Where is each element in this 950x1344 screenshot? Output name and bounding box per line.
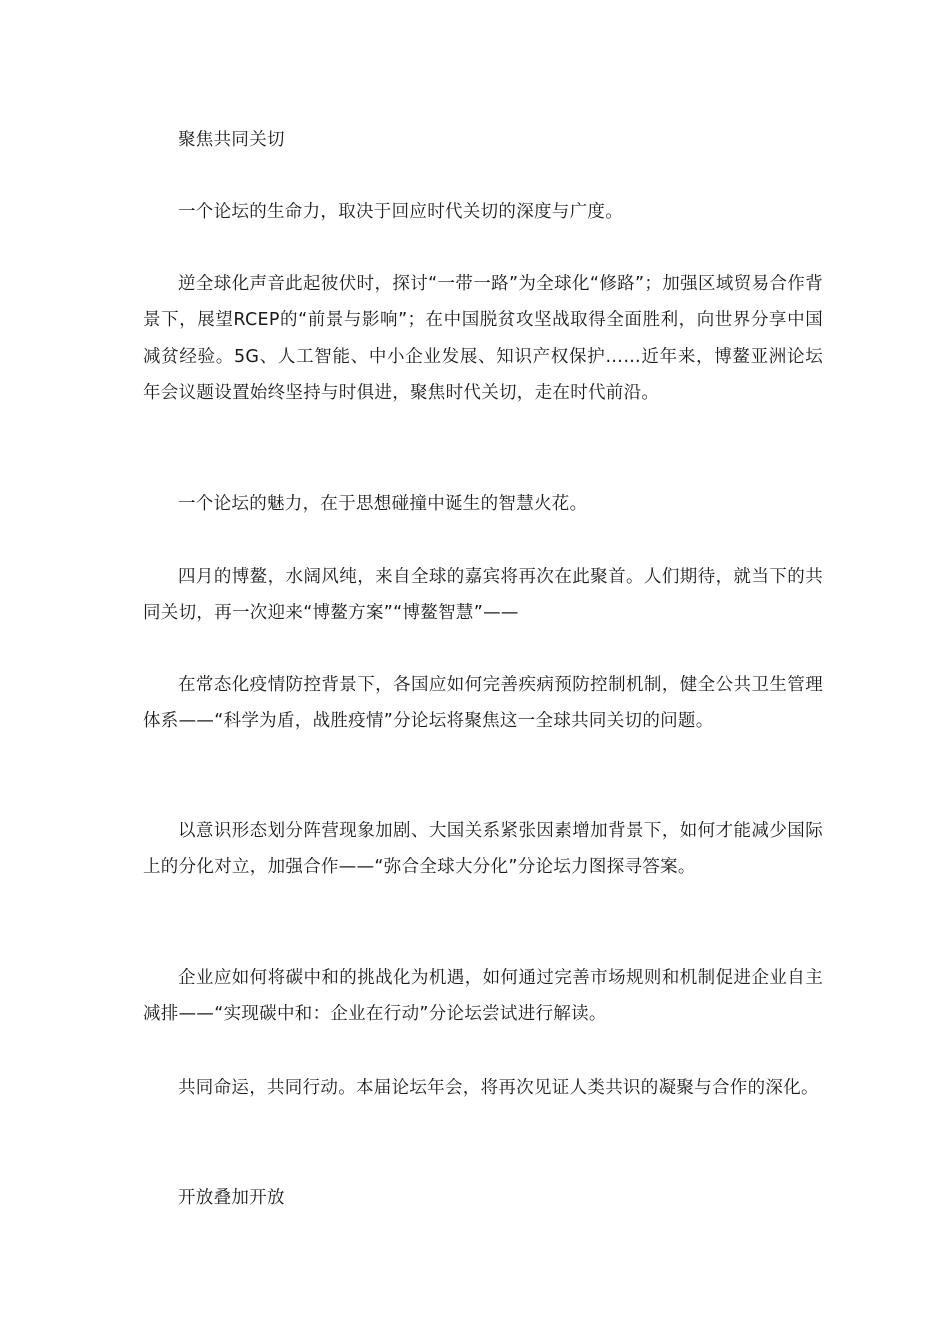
paragraph-carbon-neutral-forum: 企业应如何将碳中和的挑战化为机遇，如何通过完善市场规则和机制促进企业自主减排——“实现碳中和：企业在行动”分论坛尝试进行解读。	[143, 968, 823, 1025]
paragraph-forum-vitality: 一个论坛的生命力，取决于回应时代关切的深度与广度。	[178, 202, 623, 222]
section-heading-openness: 开放叠加开放	[178, 1188, 285, 1208]
paragraph-forum-charm: 一个论坛的魅力，在于思想碰撞中诞生的智慧火花。	[178, 494, 588, 514]
paragraph-april-boao: 四月的博鳌，水阔风纯，来自全球的嘉宾将再次在此聚首。人们期待，就当下的共同关切，再一次迎来“博鳌方案”“博鳌智慧”——	[143, 567, 823, 624]
paragraph-epidemic-forum: 在常态化疫情防控背景下，各国应如何完善疾病预防控制机制，健全公共卫生管理体系——“科学为盾，战胜疫情”分论坛将聚焦这一全球共同关切的问题。	[143, 675, 823, 732]
paragraph-agenda-topics: 逆全球化声音此起彼伏时，探讨“一带一路”为全球化“修路”；加强区域贸易合作背景下，展望RCEP的“前景与影响”；在中国脱贫攻坚战取得全面胜利，向世界分享中国减贫经验。5G、人工智能、中小企业发展、知识产权保护……近年来，博鳌亚洲论坛年会议题设置始终坚持与时俱进，聚焦时代关切，走在时代前沿。	[143, 274, 823, 404]
paragraph-global-divide-forum: 以意识形态划分阵营现象加剧、大国关系紧张因素增加背景下，如何才能减少国际上的分化对立，加强合作——“弥合全球大分化”分论坛力图探寻答案。	[143, 821, 823, 878]
section-heading-focus: 聚焦共同关切	[178, 130, 285, 150]
paragraph-shared-destiny: 共同命运，共同行动。本届论坛年会，将再次见证人类共识的凝聚与合作的深化。	[178, 1078, 819, 1098]
